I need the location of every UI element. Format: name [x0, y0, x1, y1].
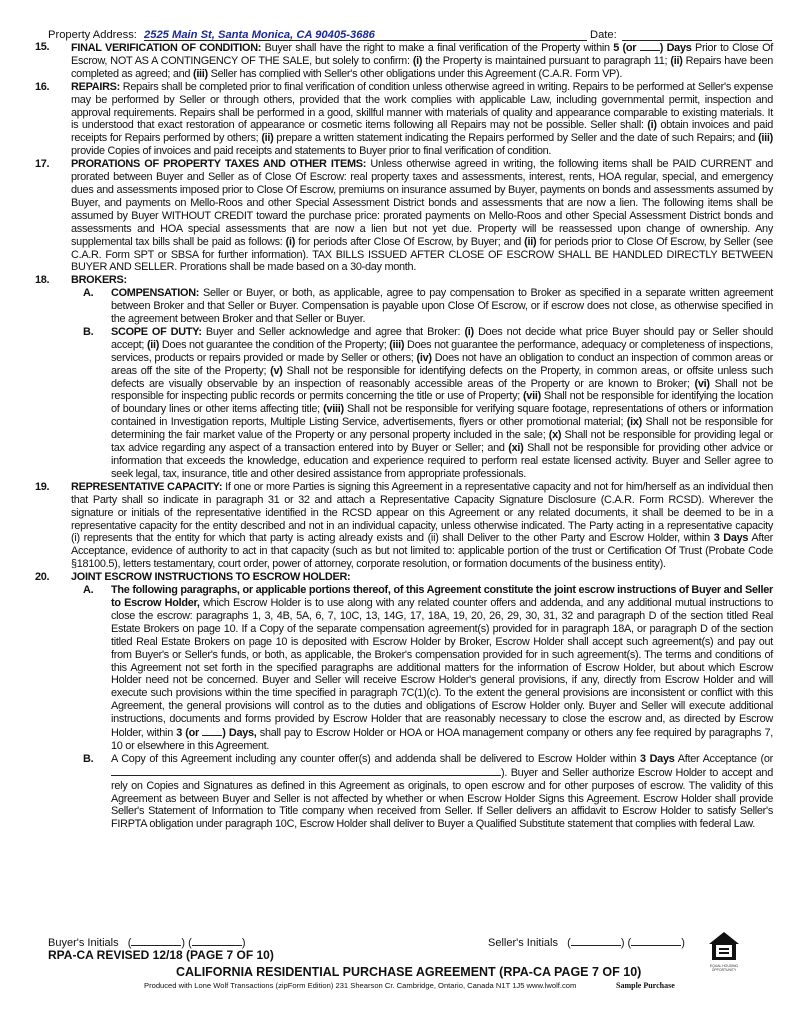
seller-initials: Seller's Initials ( ) ( ) — [488, 937, 685, 949]
section-number: 19. — [35, 480, 50, 493]
section-18b — [35, 326, 773, 481]
section-number: 18. — [35, 274, 50, 287]
text-run: 3 Days — [713, 532, 749, 545]
section-20 — [35, 571, 773, 584]
text-run: (xi) — [508, 442, 524, 455]
form-title: CALIFORNIA RESIDENTIAL PURCHASE AGREEMENT (RPA-CA PAGE 7 OF 10) — [176, 965, 642, 979]
text-run: shall pay to Escrow Holder or HOA or HOA management company or others any fee required by paragraphs 7, 10 or elsewhere in this Agreement. — [111, 727, 774, 752]
section-18a — [35, 287, 773, 326]
text-run: the Property is maintained pursuant to paragraph 11; — [422, 54, 671, 67]
text-run: (i) — [464, 325, 474, 338]
text-run: If one or more Parties is signing this Agreement in a representative capacity and not for him/herself as an individual then that Party shall so indicate in paragraph 31 or 32 and attach a Representative Capacity Signature Disclosure (C.A.R. Form RCSD). Wherever the signature or initials of the representative identified in the RCSD appear on this Agreement or any related documents, it shall be deemed to be in a representative capacity for the entity described and not in an individual capacity, unless otherwise indicated. The Party acting in a representative capacity (i) represents that the entity for which that party is acting already exists and (ii) shall Deliver to the other Party and Escrow Holder, within — [71, 480, 774, 545]
form-revision: RPA-CA REVISED 12/18 (PAGE 7 OF 10) — [48, 948, 274, 962]
text-run: After Acceptance (or — [674, 752, 773, 765]
text-run: (vi) — [694, 377, 710, 390]
text-run: (x) — [548, 429, 562, 442]
text-run: (i) — [285, 235, 296, 248]
text-run: Shall not be responsible for verifying square footage, representations of others or information contained in Investigation reports, Multiple Listing Service, advertisements, flyers or other promotional material; — [111, 403, 773, 429]
text-run: Shall not be responsible for inspecting public records or permits concerning the title or use of Property; — [111, 377, 773, 403]
text-run: (v) — [270, 364, 283, 377]
text-run: Buyer and Seller acknowledge and agree that Broker: — [201, 325, 465, 338]
seller-initials-field-2[interactable] — [631, 935, 681, 946]
text-run: which Escrow Holder is to use along with any related counter offers and addenda, and any additional mutual instructions to close the escrow: paragraphs 1, 3, 4B, 5A, 6, 7, 10C, 13, 14G, 17, 18A, 19, 20, 26, 29, 30, 31, 32 and paragraph D of the section titled Real Estate Brokers on page 10. If a Copy of the separate compensation agreement(s) provided for in paragraph 18A, or paragraph D of the section titled Real Estate Brokers on page 10 is deposited with Escrow Holder by Broker, Escrow Holder shall accept such agreement(s) and pay out from Buyer's or Seller's funds, or both, as applicable, the Broker's compensation provided for in such agreement(s). The terms and conditions of this Agreement not set forth in the specified paragraphs are additional matters for the information of Escrow Holder, but about which Escrow Holder need not be concerned. Buyer and Seller will receive Escrow Holder's general provisions, if any, directly from Escrow Holder and will execute such provisions within the time specified in paragraph 7C(1)(c). To the extent the general provisions are inconsistent or conflict with this Agreement, the general provisions will control as to the duties and obligations of Escrow Holder only. Buyer and Seller will execute additional instructions, documents and forms provided by Escrow Holder that are reasonably necessary to close the escrow and, as directed by Escrow Holder, within — [111, 596, 773, 740]
date-label: Date: — [590, 29, 617, 41]
section-number: 20. — [35, 571, 50, 584]
text-run: Prior to Close Of Escrow, NOT AS A CONTINGENCY OF THE SALE, but solely to confirm: — [71, 42, 774, 67]
text-run: Repairs shall be completed prior to final verification of condition unless otherwise agreed in writing. Repairs to be performed at Seller's expense may be performed by Seller or through others, provided that the work complies with applicable Law, including governmental permit, inspection and approval requirements. Repairs shall be performed in a good, skillful manner with materials of quality and appearance comparable to existing materials. It is understood that exact restoration of appearance or cosmetic items following all Repairs may not be possible. Seller shall: — [71, 80, 773, 132]
text-run: Buyer's Initials — [48, 937, 119, 949]
text-run: Buyer shall have the right to make a final verification of the Property within — [261, 42, 614, 54]
section-19 — [35, 481, 773, 571]
property-address-label: Property Address: — [48, 29, 137, 41]
section-number: 17. — [35, 158, 50, 171]
text-run: for periods prior to Close Of Escrow, by Seller (see C.A.R. Form SPT or SBSA for further information). TAX BILLS ISSUED AFTER CLOSE OF ESCROW SHALL BE HANDLED DIRECTLY BETWEEN BUYER AND SELLER. Prorations shall be made based on a 30-day month. — [71, 235, 773, 274]
text-run: (iii) — [192, 67, 208, 80]
text-run: (ii) — [261, 132, 274, 145]
text-run: A. — [83, 584, 94, 597]
text-run: After Acceptance, evidence of authority to act in that capacity (such as but not limited to: applicable portion of the trust or Certification Of Trust (Probate Code §18100.5), letters testamentary, court order, power of attorney, corporate resolution, or formation documents of the business entity). — [71, 532, 773, 571]
text-run: (i) — [412, 54, 423, 67]
text-run: The following paragraphs, or applicable portions thereof, of this Agreement constitute the joint escrow instructions of Buyer and Seller to Escrow Holder, — [111, 584, 773, 609]
text-run: ) Days, — [222, 727, 257, 740]
text-run: Does not guarantee the performance, adequacy or completeness of inspections, services, products or repairs provided or made by Seller or others; — [111, 338, 773, 364]
text-run: ). Buyer and Seller authorize Escrow Holder to accept and rely on Copies and Signatures as defined in this Agreement as originals, to open escrow and for other purposes of escrow. The validity of this Agreement as between Buyer and Seller is not affected by whether or when Escrow Holder Signs this Agreement. Escrow Holder shall provide Seller's Statement of Information to Title company when received from Seller. If Seller delivers an affidavit to Escrow Holder to satisfy Seller's FIRPTA obligation under paragraph 10C, Escrow Holder shall deliver to Buyer a Qualified Substitute statement that complies with federal Law. — [111, 766, 773, 831]
section-title: PRORATIONS OF PROPERTY TAXES AND OTHER ITEMS: — [71, 158, 367, 171]
text-run: Does not decide what price Buyer should pay or Seller should accept; — [111, 325, 773, 351]
document-body — [35, 41, 773, 831]
produced-with-text: Produced with Lone Wolf Transactions (zipForm Edition) 231 Shearson Cr. Cambridge, Ontario, Canada N1T 1J5 www.lwolf.com — [144, 981, 577, 990]
text-run: (i) — [647, 119, 657, 132]
text-run: (ii) — [670, 54, 683, 67]
svg-text:OPPORTUNITY: OPPORTUNITY — [711, 968, 737, 972]
text-run: (iii) — [758, 132, 773, 145]
text-run: ) Days — [659, 42, 692, 54]
text-run: prepare a written statement indicating the Repairs performed by Seller and the date of such Repairs; and — [273, 132, 759, 145]
section-17 — [35, 158, 773, 274]
subsection-title: COMPENSATION: — [111, 287, 200, 300]
section-title: BROKERS: — [71, 274, 127, 287]
text-run: (ix) — [626, 416, 642, 429]
text-run: Shall not be responsible for providing legal or tax advice regarding any aspect of a transaction entered into by Buyer or Seller; and — [111, 429, 773, 455]
text-run: Shall not be responsible for determining the fair market value of the Property or any personal property included in the sale; — [111, 416, 773, 442]
buyer-initials-field-2[interactable] — [192, 935, 242, 946]
text-run: (viii) — [323, 403, 344, 416]
days-blank-field[interactable] — [640, 41, 660, 51]
subsection-title: SCOPE OF DUTY: — [111, 325, 202, 338]
section-number: 16. — [35, 80, 50, 93]
section-title: REPAIRS: — [71, 80, 120, 93]
page-header — [48, 28, 772, 42]
section-16 — [35, 81, 773, 158]
date-field[interactable] — [622, 28, 772, 41]
text-run: A. — [83, 287, 94, 300]
section-20a — [35, 584, 773, 753]
equal-housing-opportunity-icon — [707, 930, 741, 974]
text-run: B. — [83, 752, 94, 765]
text-run: (ii) — [524, 235, 537, 248]
buyer-initials-field-1[interactable] — [131, 935, 181, 946]
text-run: A Copy of this Agreement including any counter offer(s) and addenda shall be delivered to Escrow Holder within — [111, 752, 640, 765]
text-run: 3 (or — [176, 727, 199, 740]
text-run: Shall not be responsible for identifying the location of boundary lines or other items affecting title; — [111, 390, 773, 416]
text-run: Unless otherwise agreed in writing, the following items shall be PAID CURRENT and prorated between Buyer and Seller as of Close Of Escrow: real property taxes and assessments, interest, rents, HOA regular, special, and emergency dues and assessments imposed prior to Close Of Escrow, premiums on insurance assumed by Buyer, payments on bonds and assessments assumed by Buyer, and payments on Mello-Roos and other Special Assessment District bonds and assessments that are now a lien. The following items shall be assumed by Buyer WITHOUT CREDIT toward the purchase price: prorated payments on Mello-Roos and other Special Assessment District bonds and assessments and HOA special assessments that are now a lien but not yet due. Property will be reassessed upon change of ownership. Any supplemental tax bills shall be paid as follows: — [71, 158, 774, 248]
text-run: (vii) — [522, 390, 541, 403]
section-title: FINAL VERIFICATION OF CONDITION: — [71, 42, 262, 54]
text-run: Repairs have been completed as agreed; and — [71, 54, 774, 80]
acceptance-alt-blank-field[interactable] — [111, 766, 501, 776]
text-run: (ii) — [146, 338, 160, 351]
text-run: Shall not be responsible for providing other advice or information that exceeds the knowledge, education and experience required to perform real estate licensed activity. Buyer and Seller agree to seek legal, tax, insurance, title and other desired assistance from appropriate professionals. — [111, 442, 773, 480]
text-run: Shall not be responsible for identifying defects on the Property, in common areas, or offsite unless such defects are visually observable by an inspection of reasonably accessible areas of the Property or are known to Broker; — [111, 364, 773, 390]
text-run: provide Copies of invoices and paid receipts and statements to Buyer prior to final verification of condition. — [71, 145, 552, 158]
sample-label: Sample Purchase — [616, 981, 675, 990]
text-run: for periods after Close Of Escrow, by Buyer; and — [295, 235, 525, 248]
property-address-field[interactable]: 2525 Main St, Santa Monica, CA 90405-3686 — [144, 28, 587, 41]
text-run: 5 (or — [613, 42, 637, 54]
text-run: B. — [83, 325, 94, 338]
text-run: (iv) — [416, 351, 432, 364]
text-run: obtain invoices and paid receipts for Repairs performed by others; — [71, 119, 773, 145]
text-run: Seller has complied with Seller's other obligations under this Agreement (C.A.R. Form VP). — [207, 67, 623, 80]
days-blank-field[interactable] — [202, 726, 222, 736]
svg-text:EQUAL HOUSING: EQUAL HOUSING — [709, 964, 739, 968]
section-20b — [35, 753, 773, 831]
buyer-initials: Buyer's Initials ( ) ( ) — [48, 937, 246, 949]
seller-initials-field-1[interactable] — [571, 935, 621, 946]
section-number: 15. — [35, 41, 50, 53]
section-title: REPRESENTATIVE CAPACITY: — [71, 480, 223, 493]
section-18 — [35, 274, 773, 287]
text-run: Does not guarantee the condition of the Property; — [159, 338, 390, 351]
text-run: Seller's Initials — [488, 937, 558, 949]
text-run: 3 Days — [639, 752, 675, 765]
text-run: Does not have an obligation to conduct an inspection of common areas or areas off the site of the Property; — [111, 351, 773, 377]
text-run: Seller or Buyer, or both, as applicable, agree to pay compensation to Broker as specified in a separate written agreement between Broker and that Seller or Buyer. Compensation is payable upon Close Of Escrow, or if escrow does not close, as otherwise specified in the agreement between Broker and that Seller or Buyer. — [111, 287, 773, 326]
text-run: (iii) — [389, 338, 405, 351]
section-15 — [35, 41, 773, 81]
section-title: JOINT ESCROW INSTRUCTIONS TO ESCROW HOLDER: — [71, 571, 351, 584]
